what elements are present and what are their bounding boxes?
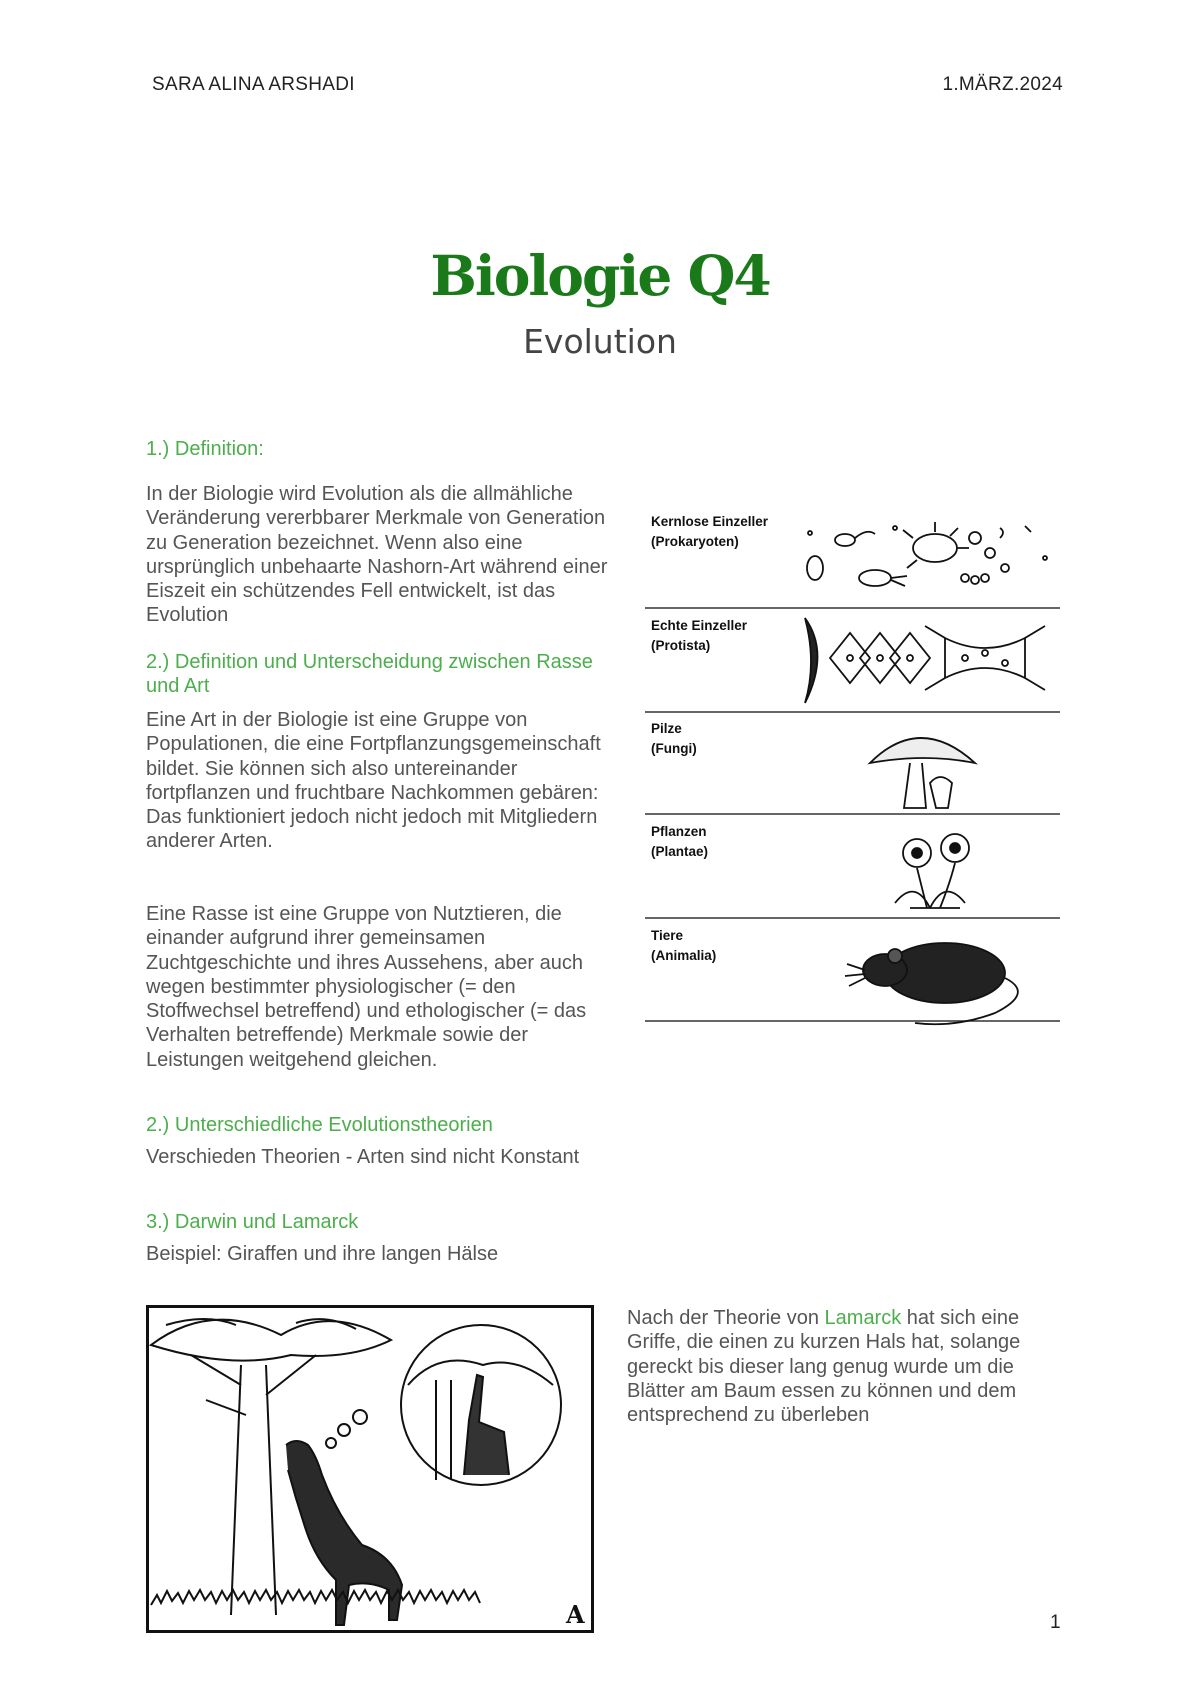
section-3-heading: 2.) Unterschiedliche Evolutionstheorien — [146, 1114, 493, 1136]
kingdoms-figure — [645, 508, 1060, 1028]
kingdom-label-protista: Echte Einzeller (Protista) — [651, 618, 748, 653]
header-author: SARA ALINA ARSHADI — [152, 74, 355, 95]
kingdom-label-prokaryotes: Kernlose Einzeller (Prokaryoten) — [651, 514, 769, 549]
page-number: 1 — [1050, 1612, 1061, 1633]
giraffe-illustration — [146, 1305, 596, 1635]
kingdom-label-animalia: Tiere (Animalia) — [651, 928, 717, 963]
section-1-heading: 1.) Definition: — [146, 438, 264, 460]
lamarck-text-post: hat sich eine Griffe, die einen zu kurzen Hals hat, solange gereckt bis dieser lang genug wurde um die Blätter am Baum essen zu können und dem entsprechend zu überleben — [627, 1307, 1021, 1427]
section-1-text: In der Biologie wird Evolution als die allmähliche Veränderung vererbbarer Merkmale von Generation zu Generation bezeichnet. Wenn also eine ursprünglich unbehaarte Nashorn-Art während einer Eiszeit ein schützendes Fell entwickelt, ist das Evolution — [146, 483, 608, 627]
page-title: Biologie Q4 — [430, 243, 770, 308]
giraffe-figure — [146, 1305, 596, 1635]
mushroom-icon — [870, 738, 975, 808]
page-subtitle: Evolution — [523, 322, 677, 361]
figure-corner-letter: A — [566, 1600, 585, 1629]
section-4-heading: 3.) Darwin und Lamarck — [146, 1211, 359, 1233]
lamarck-name: Lamarck — [824, 1307, 902, 1329]
section-2-text-a: Eine Art in der Biologie ist eine Gruppe von Populationen, die eine Fortpflanzungsgemeinschaft bildet. Sie können sich also untereinander fortpflanzen und fruchtbare Nachkommen gebären: Das funktioniert jedoch nicht jedoch mit Mitgliedern anderer Arten. — [146, 709, 601, 853]
section-2-heading: 2.) Definition und Unterscheidung zwischen Rasse und Art — [146, 651, 593, 697]
kingdom-label-plantae: Pflanzen (Plantae) — [651, 824, 709, 859]
protist-icon — [805, 618, 1045, 703]
lamarck-paragraph — [627, 1306, 1042, 1427]
section-2-text-b: Eine Rasse ist eine Gruppe von Nutztieren, die einander aufgrund ihrer gemeinsamen Zuchtgeschichte und ihres Aussehens, aber auch wegen bestimmter physiologischer (= den Stoffwechsel betreffend) und ethologischer (= das Verhalten betreffende) Merkmale sowie der Leistungen weitgehend gleichen. — [146, 903, 587, 1071]
header-date: 1.MÄRZ.2024 — [942, 74, 1063, 95]
bacteria-icon — [807, 522, 1047, 586]
mouse-icon — [845, 943, 1018, 1024]
flower-icon — [895, 834, 969, 908]
kingdom-label-fungi: Pilze (Fungi) — [651, 721, 697, 756]
section-3-text: Verschieden Theorien - Arten sind nicht Konstant — [146, 1146, 580, 1168]
section-4-text: Beispiel: Giraffen und ihre langen Hälse — [146, 1243, 499, 1265]
lamarck-text-pre: Nach der Theorie von — [627, 1307, 825, 1329]
